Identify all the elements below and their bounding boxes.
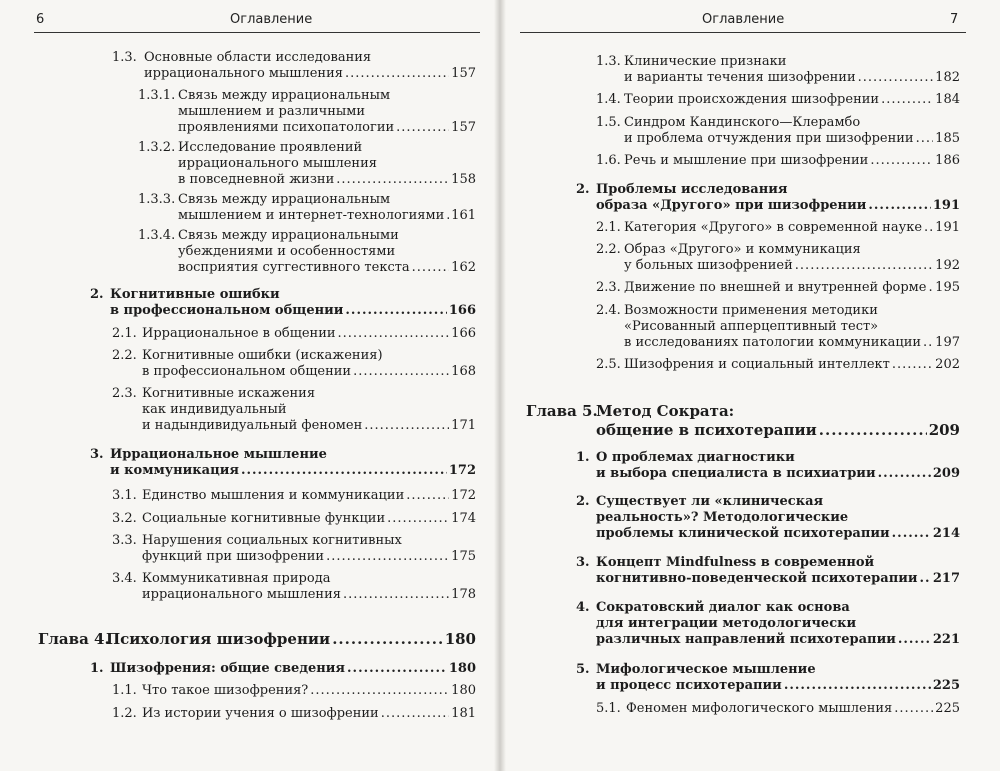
page-ref: 225: [935, 701, 960, 716]
page-ref: 192: [935, 258, 960, 273]
leader-dots: [310, 683, 449, 699]
toc-entry[interactable]: 1.3. Клинические признаки и варианты течения шизофрении ..... 182: [596, 54, 960, 86]
toc-entry[interactable]: 5. Мифологическое мышление и процесс психотерапии ..... 225: [576, 662, 960, 694]
right-header-rule: [520, 32, 966, 33]
leader-dots: [784, 678, 931, 694]
toc-entry[interactable]: 2.2. Когнитивные ошибки (искажения) в профессиональном общении ..... 168: [112, 348, 476, 380]
leader-dots: [892, 526, 931, 542]
toc-entry[interactable]: 1.5. Синдром Кандинского—Клерамбо и проблема отчуждения при шизофрении ..... 185: [596, 115, 960, 147]
toc-entry[interactable]: 2. Когнитивные ошибки в профессиональном общении ..... 166: [90, 287, 476, 319]
leader-dots: [345, 66, 449, 82]
toc-entry[interactable]: 2.5. Шизофрения и социальный интеллект ..... 202: [596, 357, 960, 373]
leader-dots: [338, 326, 450, 342]
left-header-rule: [34, 32, 480, 33]
page-ref: 158: [451, 172, 476, 187]
leader-dots: [878, 466, 931, 482]
toc-chapter-entry[interactable]: Глава 5. Метод Сократа: общение в психотерапии ..... 209: [526, 402, 960, 440]
page-ref: 197: [935, 335, 960, 350]
page-ref: 161: [451, 208, 476, 223]
page-ref: 172: [448, 463, 476, 478]
toc-entry[interactable]: 2. Существует ли «клиническая реальность»? Методологические проблемы клинической психотерапии ..... 214: [576, 494, 960, 542]
page-ref: 186: [935, 153, 960, 168]
toc-chapter-entry[interactable]: Глава 4. Психология шизофрении ..... 180: [38, 630, 476, 649]
toc-entry[interactable]: 3. Иррациональное мышление и коммуникация ..... 172: [90, 447, 476, 479]
page-ref: 172: [451, 488, 476, 503]
leader-dots: [920, 571, 931, 587]
leader-dots: [795, 258, 933, 274]
leader-dots: [412, 260, 450, 276]
page-ref: 174: [451, 511, 476, 526]
right-running-head: Оглавление: [702, 12, 785, 27]
toc-entry[interactable]: 2.2. Образ «Другого» и коммуникация у больных шизофренией ..... 192: [596, 242, 960, 274]
leader-dots: [923, 335, 933, 351]
toc-entry[interactable]: 1.1. Что такое шизофрения? ..... 180: [112, 683, 476, 699]
page-ref: 184: [935, 92, 960, 107]
page-ref: 182: [935, 70, 960, 85]
page-ref: 214: [932, 526, 960, 541]
leader-dots: [858, 70, 934, 86]
book-gutter: [494, 0, 506, 771]
leader-dots: [343, 587, 449, 603]
page-ref: 181: [451, 706, 476, 721]
toc-entry[interactable]: 1. О проблемах диагностики и выбора специалиста в психиатрии ..... 209: [576, 450, 960, 482]
page-ref: 157: [451, 66, 476, 81]
leader-dots: [364, 418, 449, 434]
leader-dots: [868, 198, 931, 214]
page-ref: 209: [928, 421, 960, 439]
toc-entry[interactable]: 1.3.1. Связь между иррациональным мышлением и различными проявлениями психопатологии ..... 157: [138, 88, 476, 136]
page-ref: 217: [932, 571, 960, 586]
leader-dots: [916, 131, 934, 147]
toc-entry[interactable]: 3.4. Коммуникативная природа иррационального мышления ..... 178: [112, 571, 476, 603]
left-page-number: 6: [36, 12, 45, 27]
toc-entry[interactable]: 1.6. Речь и мышление при шизофрении ..... 186: [596, 153, 960, 169]
toc-entry[interactable]: 1.4. Теории происхождения шизофрении ..... 184: [596, 92, 960, 108]
toc-entry[interactable]: 2.3. Когнитивные искажения как индивидуальный и надындивидуальный феномен ..... 171: [112, 386, 476, 434]
leader-dots: [894, 701, 933, 717]
page-ref: 171: [451, 418, 476, 433]
page-ref: 178: [451, 587, 476, 602]
page-ref: 166: [451, 326, 476, 341]
toc-entry[interactable]: 1.2. Из истории учения о шизофрении ..... 181: [112, 706, 476, 722]
page-ref: 191: [935, 220, 960, 235]
toc-entry[interactable]: 1.3. Основные области исследования иррационального мышления ..... 157: [112, 50, 476, 82]
leader-dots: [381, 706, 449, 722]
leader-dots: [870, 153, 933, 169]
toc-entry[interactable]: 2.3. Движение по внешней и внутренней форме ..... 195: [596, 280, 960, 296]
leader-dots: [924, 220, 933, 236]
toc-entry[interactable]: 2. Проблемы исследования образа «Другого» при шизофрении ..... 191: [576, 182, 960, 214]
toc-entry[interactable]: 3.1. Единство мышления и коммуникации ..... 172: [112, 488, 476, 504]
toc-entry[interactable]: 1.3.2. Исследование проявлений иррационального мышления в повседневной жизни ..... 158: [138, 140, 476, 188]
page-ref: 191: [932, 198, 960, 213]
leader-dots: [241, 463, 447, 479]
page-ref: 175: [451, 549, 476, 564]
leader-dots: [326, 549, 449, 565]
page-ref: 209: [932, 466, 960, 481]
toc-entry[interactable]: 3. Концепт Mindfulness в современной когнитивно-поведенческой психотерапии ..... 217: [576, 555, 960, 587]
leader-dots: [387, 511, 449, 527]
leader-dots: [881, 92, 933, 108]
toc-entry[interactable]: 2.4. Возможности применения методики «Рисованный апперцептивный тест» в исследованиях патологии коммуникации ..... 197: [596, 303, 960, 351]
leader-dots: [819, 421, 927, 440]
page-ref: 180: [444, 630, 476, 648]
toc-entry[interactable]: 4. Сократовский диалог как основа для интеграции методологически различных направлений психотерапии ..... 221: [576, 600, 960, 648]
page-ref: 162: [451, 260, 476, 275]
page-ref: 180: [448, 661, 476, 676]
page-ref: 195: [935, 280, 960, 295]
page-ref: 185: [935, 131, 960, 146]
toc-entry[interactable]: 5.1. Феномен мифологического мышления ..... 225: [596, 701, 960, 717]
page-ref: 157: [451, 120, 476, 135]
toc-entry[interactable]: 1.3.4. Связь между иррациональными убеждениями и особенностями восприятия суггестивного текста ..... 162: [138, 228, 476, 276]
page-ref: 168: [451, 364, 476, 379]
page-ref: 180: [451, 683, 476, 698]
toc-entry[interactable]: 1.3.3. Связь между иррациональным мышлением и интернет-технологиями ..... 161: [138, 192, 476, 224]
right-page-number: 7: [950, 12, 959, 27]
leader-dots: [446, 208, 449, 224]
toc-entry[interactable]: 3.3. Нарушения социальных когнитивных функций при шизофрении ..... 175: [112, 533, 476, 565]
leader-dots: [353, 364, 449, 380]
leader-dots: [929, 280, 934, 296]
page-ref: 202: [935, 357, 960, 372]
page-ref: 225: [932, 678, 960, 693]
toc-entry[interactable]: 1. Шизофрения: общие сведения ..... 180: [90, 661, 476, 677]
leader-dots: [332, 630, 443, 649]
leader-dots: [892, 357, 933, 373]
leader-dots: [396, 120, 449, 136]
page-ref: 221: [932, 632, 960, 647]
leader-dots: [406, 488, 449, 504]
leader-dots: [347, 661, 447, 677]
toc-entry[interactable]: 2.1. Категория «Другого» в современной науке ..... 191: [596, 220, 960, 236]
page-ref: 166: [448, 303, 476, 318]
toc-entry[interactable]: 3.2. Социальные когнитивные функции ..... 174: [112, 511, 476, 527]
left-running-head: Оглавление: [230, 12, 313, 27]
leader-dots: [898, 632, 931, 648]
leader-dots: [345, 303, 446, 319]
toc-entry[interactable]: 2.1. Иррациональное в общении ..... 166: [112, 326, 476, 342]
leader-dots: [336, 172, 449, 188]
